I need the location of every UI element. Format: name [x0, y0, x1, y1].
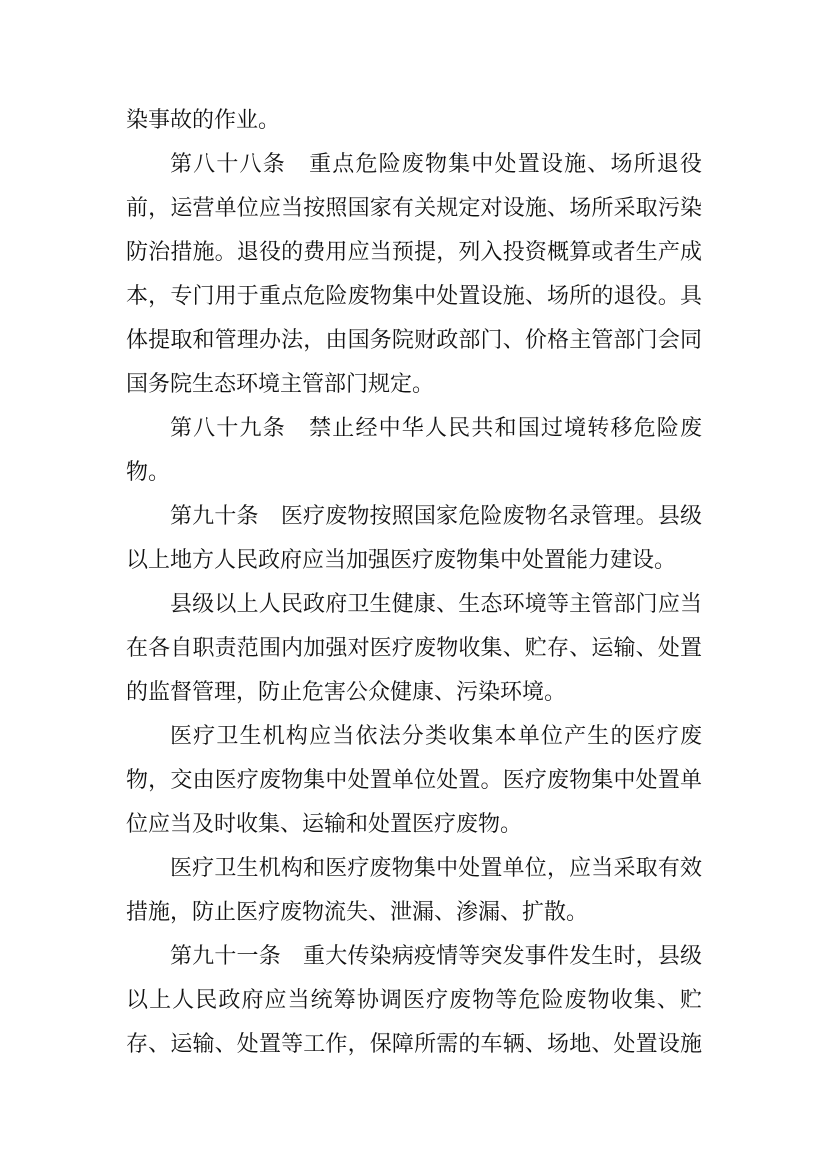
- paragraph-first-line: 医疗卫生机构和医疗废物集中处置单位，应当采取有效: [170, 856, 702, 881]
- text-line: 存、运输、处置等工作，保障所需的车辆、场地、处置设施: [126, 1032, 702, 1057]
- text-line: 物。: [126, 460, 171, 485]
- text-line: 位应当及时收集、运输和处置医疗废物。: [126, 812, 523, 837]
- text-line: 以上人民政府应当统筹协调医疗废物等危险废物收集、贮: [126, 988, 702, 1013]
- text-line: 物，交由医疗废物集中处置单位处置。医疗废物集中处置单: [126, 768, 702, 793]
- article-91-heading-line: 第九十一条 重大传染病疫情等突发事件发生时，县级: [170, 944, 702, 969]
- text-line: 前，运营单位应当按照国家有关规定对设施、场所采取污染: [126, 196, 702, 221]
- article-88-heading-line: 第八十八条 重点危险废物集中处置设施、场所退役: [170, 152, 702, 177]
- text-line: 的监督管理，防止危害公众健康、污染环境。: [126, 680, 567, 705]
- text-line: 措施，防止医疗废物流失、泄漏、渗漏、扩散。: [126, 900, 589, 925]
- paragraph-first-line: 医疗卫生机构应当依法分类收集本单位产生的医疗废: [170, 724, 702, 749]
- paragraph-first-line: 县级以上人民政府卫生健康、生态环境等主管部门应当: [170, 592, 702, 617]
- article-89-heading-line: 第八十九条 禁止经中华人民共和国过境转移危险废: [170, 416, 702, 441]
- article-90-heading-line: 第九十条 医疗废物按照国家危险废物名录管理。县级: [170, 504, 702, 529]
- text-line: 国务院生态环境主管部门规定。: [126, 372, 435, 397]
- text-line: 防治措施。退役的费用应当预提，列入投资概算或者生产成: [126, 240, 702, 265]
- text-line: 染事故的作业。: [126, 108, 281, 133]
- text-line: 本，专门用于重点危险废物集中处置设施、场所的退役。具: [126, 284, 702, 309]
- text-line: 以上地方人民政府应当加强医疗废物集中处置能力建设。: [126, 548, 677, 573]
- text-line: 在各自职责范围内加强对医疗废物收集、贮存、运输、处置: [126, 636, 702, 661]
- text-line: 体提取和管理办法，由国务院财政部门、价格主管部门会同: [126, 328, 702, 353]
